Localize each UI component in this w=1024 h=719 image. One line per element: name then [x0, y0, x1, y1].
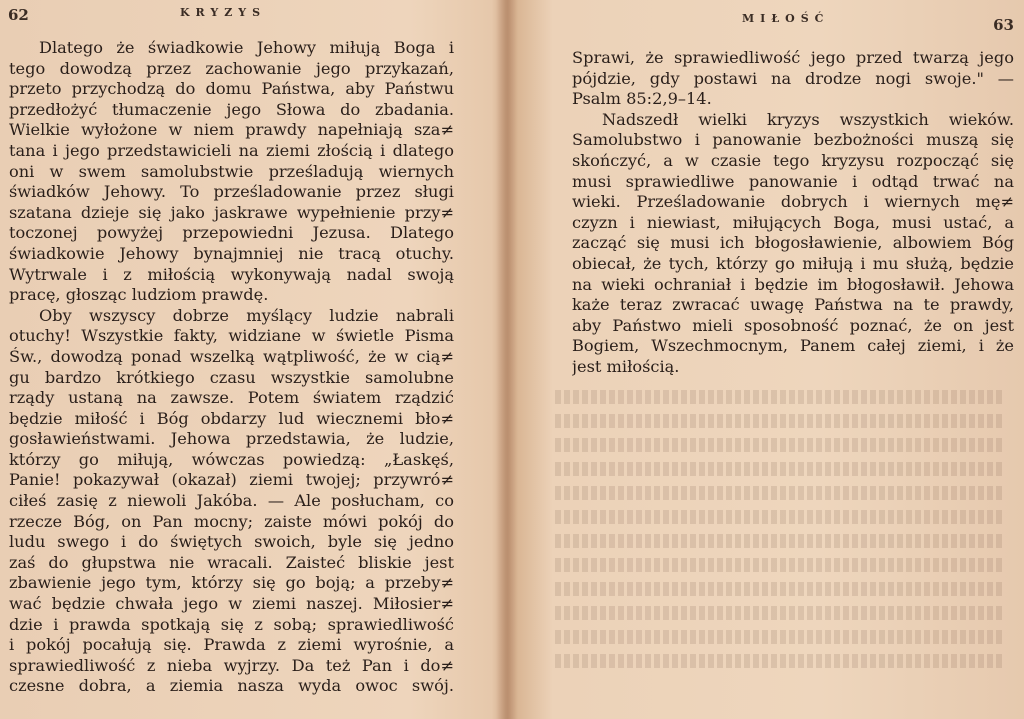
text-line: oni w swem samolubstwie prześladują wiernych: [9, 161, 454, 181]
running-head: KRYZYS: [180, 6, 267, 19]
text-line: rządy ustaną na zawsze. Potem światem rządzić: [9, 388, 454, 408]
text-line: obiecał, że tych, którzy go miłują i mu służą, będzie: [572, 253, 1014, 273]
text-line: na wieki ochraniał i będzie im błogosławił. Jehowa: [572, 274, 1014, 294]
text-line: przedłożyć tłumaczenie jego Słowa do zbadania.: [9, 99, 454, 119]
text-line: wieki. Prześladowanie dobrych i wiernych mę≠: [572, 192, 1014, 212]
text-line: sprawiedliwość z nieba wyjrzy. Da też Pan i do≠: [9, 655, 454, 675]
text-line: Wielkie wyłożone w niem prawdy napełniają sza≠: [9, 120, 454, 140]
text-line: Oby wszyscy dobrze myślący ludzie nabrali: [39, 305, 454, 325]
text-line: przeto przychodzą do domu Państwa, aby Państwu: [9, 79, 454, 99]
text-line: zaś do głupstwa nie wracali. Zaisteć bliskie jest: [9, 552, 454, 572]
text-line: wać będzie chwała jego w ziemi naszej. Miłosier≠: [9, 594, 454, 614]
text-line: czesne dobra, a ziemia nasza wyda owoc swój.: [9, 676, 454, 696]
text-line: jest miłością.: [572, 356, 680, 376]
text-line: otuchy! Wszystkie fakty, widziane w świetle Pisma: [9, 326, 454, 346]
running-head: MIŁOŚĆ: [742, 12, 830, 25]
text-line: zacząć się musi ich błogosławienie, albowiem Bóg: [572, 233, 1014, 253]
text-line: dzie i prawda spotkają się z sobą; sprawiedliwość: [9, 614, 454, 634]
text-line: zbawienie jego tym, którzy się go boją; a przeby≠: [9, 573, 454, 593]
body-text: [9, 38, 454, 697]
page-number: 63: [993, 16, 1014, 34]
text-line: ciłeś zasię z niewoli Jakóba. — Ale posłucham, co: [9, 491, 454, 511]
text-line: czyzn i niewiast, miłujących Boga, musi ustać, a: [572, 212, 1014, 232]
text-line: Sprawi, że sprawiedliwość jego przed twarzą jego: [572, 48, 1014, 67]
text-line: pójdzie, gdy postawi na drodze nogi swoje." —: [572, 68, 1014, 88]
text-line: ludu swego i do świętych swoich, byle się jedno: [9, 532, 454, 552]
text-line: tana i jego przedstawicieli na ziemi złością i dlatego: [9, 140, 454, 160]
text-line: Panie! pokazywał (okazał) ziemi twojej; przywró≠: [9, 470, 454, 490]
text-line: każe teraz zwracać uwagę Państwa na te prawdy,: [572, 295, 1014, 315]
text-line: aby Państwo mieli sposobność poznać, że on jest: [572, 315, 1014, 335]
text-line: Wytrwale i z miłością wykonywają nadal swoją: [9, 264, 454, 284]
body-text: [572, 48, 1014, 378]
right-page: [516, 0, 1024, 719]
text-line: Nadszedł wielki kryzys wszystkich wieków.: [602, 109, 1014, 129]
text-line: Psalm 85:2,9–14.: [572, 89, 712, 109]
text-line: będzie miłość i Bóg obdarzy lud wiecznemi bło≠: [9, 408, 454, 428]
left-page: [0, 0, 500, 719]
text-line: świadków Jehowy. To prześladowanie przez sługi: [9, 182, 454, 202]
page-number: 62: [8, 6, 29, 24]
text-line: gu bardzo krótkiego czasu wszystkie samolubne: [9, 367, 454, 387]
text-line: Bogiem, Wszechmocnym, Panem całej ziemi, i że: [572, 336, 1014, 356]
text-line: Św., dowodzą ponad wszelką wątpliwość, że w cią≠: [9, 346, 454, 366]
text-line: tego dowodzą przez zachowanie jego przykazań,: [9, 58, 454, 78]
text-line: pracę, głosząc ludziom prawdę.: [9, 285, 269, 305]
text-line: gosławieństwami. Jehowa przedstawia, że ludzie,: [9, 429, 454, 449]
text-line: skończyć, a w czasie tego kryzysu rozpocząć się: [572, 150, 1014, 170]
text-line: świadkowie Jehowy bynajmniej nie tracą otuchy.: [9, 243, 454, 263]
text-line: Samolubstwo i panowanie bezbożności muszą się: [572, 130, 1014, 150]
text-line: toczonej powyżej przepowiedni Jezusa. Dlatego: [9, 223, 454, 243]
text-line: rzecze Bóg, on Pan mocny; zaiste mówi pokój do: [9, 511, 454, 531]
text-line: Dlatego że świadkowie Jehowy miłują Boga i: [39, 38, 454, 57]
text-line: szatana dzieje się jako jaskrawe wypełnienie przy≠: [9, 202, 454, 222]
text-line: musi sprawiedliwe panowanie i odtąd trwać na: [572, 171, 1014, 191]
text-line: i pokój pocałują się. Prawda z ziemi wyrośnie, a: [9, 635, 454, 655]
text-line: którzy go miłują, wówczas powiedzą: „Łaskęś,: [9, 449, 454, 469]
